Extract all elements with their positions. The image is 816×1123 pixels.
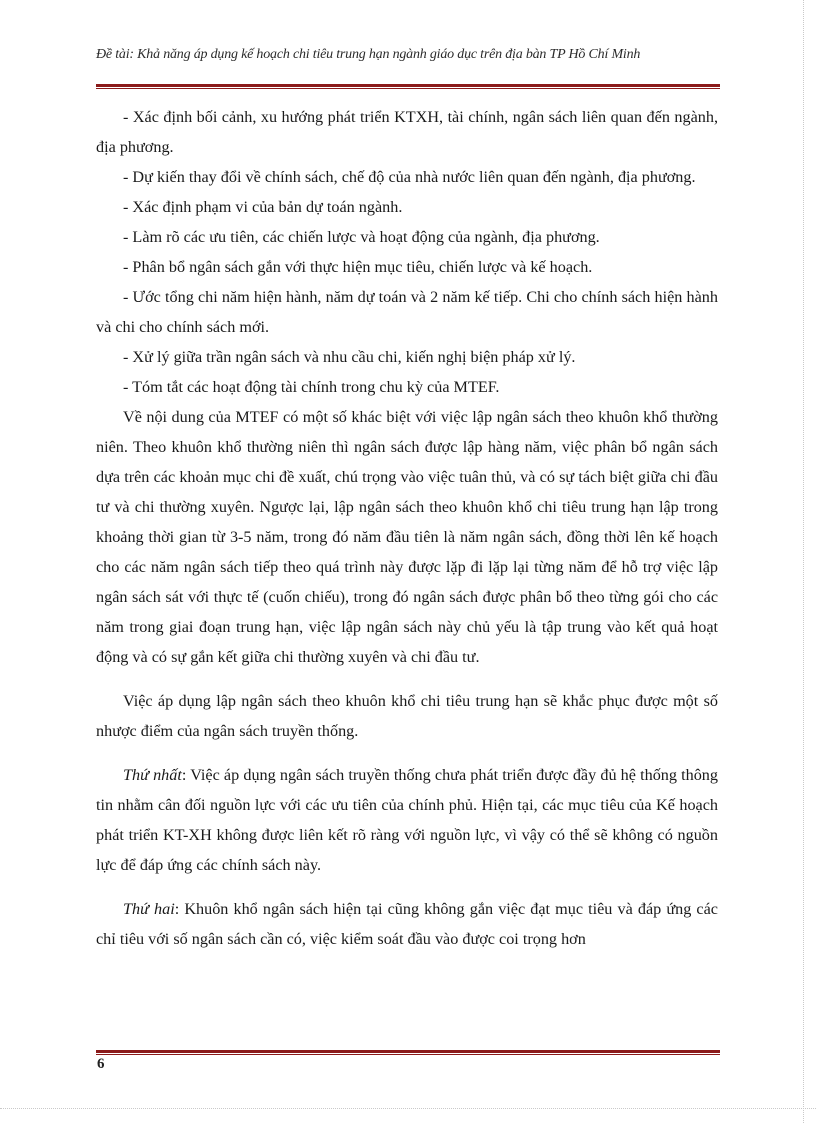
body-paragraph: Thứ nhất: Việc áp dụng ngân sách truyền thống chưa phát triển được đầy đủ hệ thống thông tin nhằm cân đối nguồn lực với các ưu tiên của chính phủ. Hiện tại, các mục tiêu của Kế hoạch phát triển KT-XH không được liên kết rõ ràng với nguồn lực, vì vậy có thể sẽ không có nguồn lực để đáp ứng các chính sách này.: [96, 766, 718, 874]
page-number: 6: [97, 1056, 105, 1072]
running-header: Đề tài: Khả năng áp dụng kế hoạch chi tiêu trung hạn ngành giáo dục trên địa bàn TP Hồ Chí Minh: [96, 47, 641, 62]
bullet-paragraph: - Dự kiến thay đổi về chính sách, chế độ của nhà nước liên quan đến ngành, địa phương.: [123, 168, 696, 186]
bullet-paragraph: - Xác định phạm vi của bản dự toán ngành.: [123, 198, 403, 216]
body-text: [96, 102, 718, 954]
body-paragraph: Về nội dung của MTEF có một số khác biệt với việc lập ngân sách theo khuôn khổ thường niên. Theo khuôn khổ thường niên thì ngân sách được lập hàng năm, việc phân bổ ngân sách dựa trên các khoản mục chi đề xuất, chú trọng vào việc tuân thủ, và có sự tách biệt giữa chi đầu tư và chi thường xuyên. Ngược lại, lập ngân sách theo khuôn khổ chi tiêu trung hạn lập trong khoảng thời gian từ 3-5 năm, trong đó năm đầu tiên là năm ngân sách, đồng thời lên kế hoạch cho các năm ngân sách tiếp theo quá trình này được lặp đi lặp lại từng năm để hỗ trợ việc lập ngân sách sát với thực tế (cuốn chiếu), trong đó ngân sách được phân bổ theo từng gói cho các năm trong giai đoạn trung hạn, việc lập ngân sách này chủ yếu là tập trung vào kết quả hoạt động và có sự gắn kết giữa chi thường xuyên và chi đầu tư.: [96, 408, 718, 666]
page-edge-right: [803, 0, 805, 1123]
paragraph-lead: Thứ nhất: [123, 766, 182, 784]
bullet-paragraph: - Làm rõ các ưu tiên, các chiến lược và hoạt động của ngành, địa phương.: [123, 228, 600, 246]
bullet-paragraph: - Tóm tắt các hoạt động tài chính trong chu kỳ của MTEF.: [123, 378, 500, 396]
header-rule: [96, 84, 720, 89]
body-paragraph: Thứ hai: Khuôn khổ ngân sách hiện tại cũng không gắn việc đạt mục tiêu và đáp ứng các chỉ tiêu với số ngân sách cần có, việc kiểm soát đầu vào được coi trọng hơn: [96, 900, 718, 948]
bullet-paragraph: - Xử lý giữa trần ngân sách và nhu cầu chi, kiến nghị biện pháp xử lý.: [123, 348, 576, 366]
bullet-paragraph: - Ước tổng chi năm hiện hành, năm dự toán và 2 năm kế tiếp. Chi cho chính sách hiện hành và chi cho chính sách mới.: [96, 288, 718, 336]
body-paragraph: Việc áp dụng lập ngân sách theo khuôn khổ chi tiêu trung hạn sẽ khắc phục được một số nhược điểm của ngân sách truyền thống.: [96, 692, 718, 740]
footer-rule: [96, 1050, 720, 1055]
paragraph-lead: Thứ hai: [123, 900, 175, 918]
bullet-paragraph: - Xác định bối cảnh, xu hướng phát triển KTXH, tài chính, ngân sách liên quan đến ngành, địa phương.: [96, 108, 718, 156]
page-edge-bottom: [0, 1108, 816, 1110]
bullet-paragraph: - Phân bổ ngân sách gắn với thực hiện mục tiêu, chiến lược và kế hoạch.: [123, 258, 593, 276]
